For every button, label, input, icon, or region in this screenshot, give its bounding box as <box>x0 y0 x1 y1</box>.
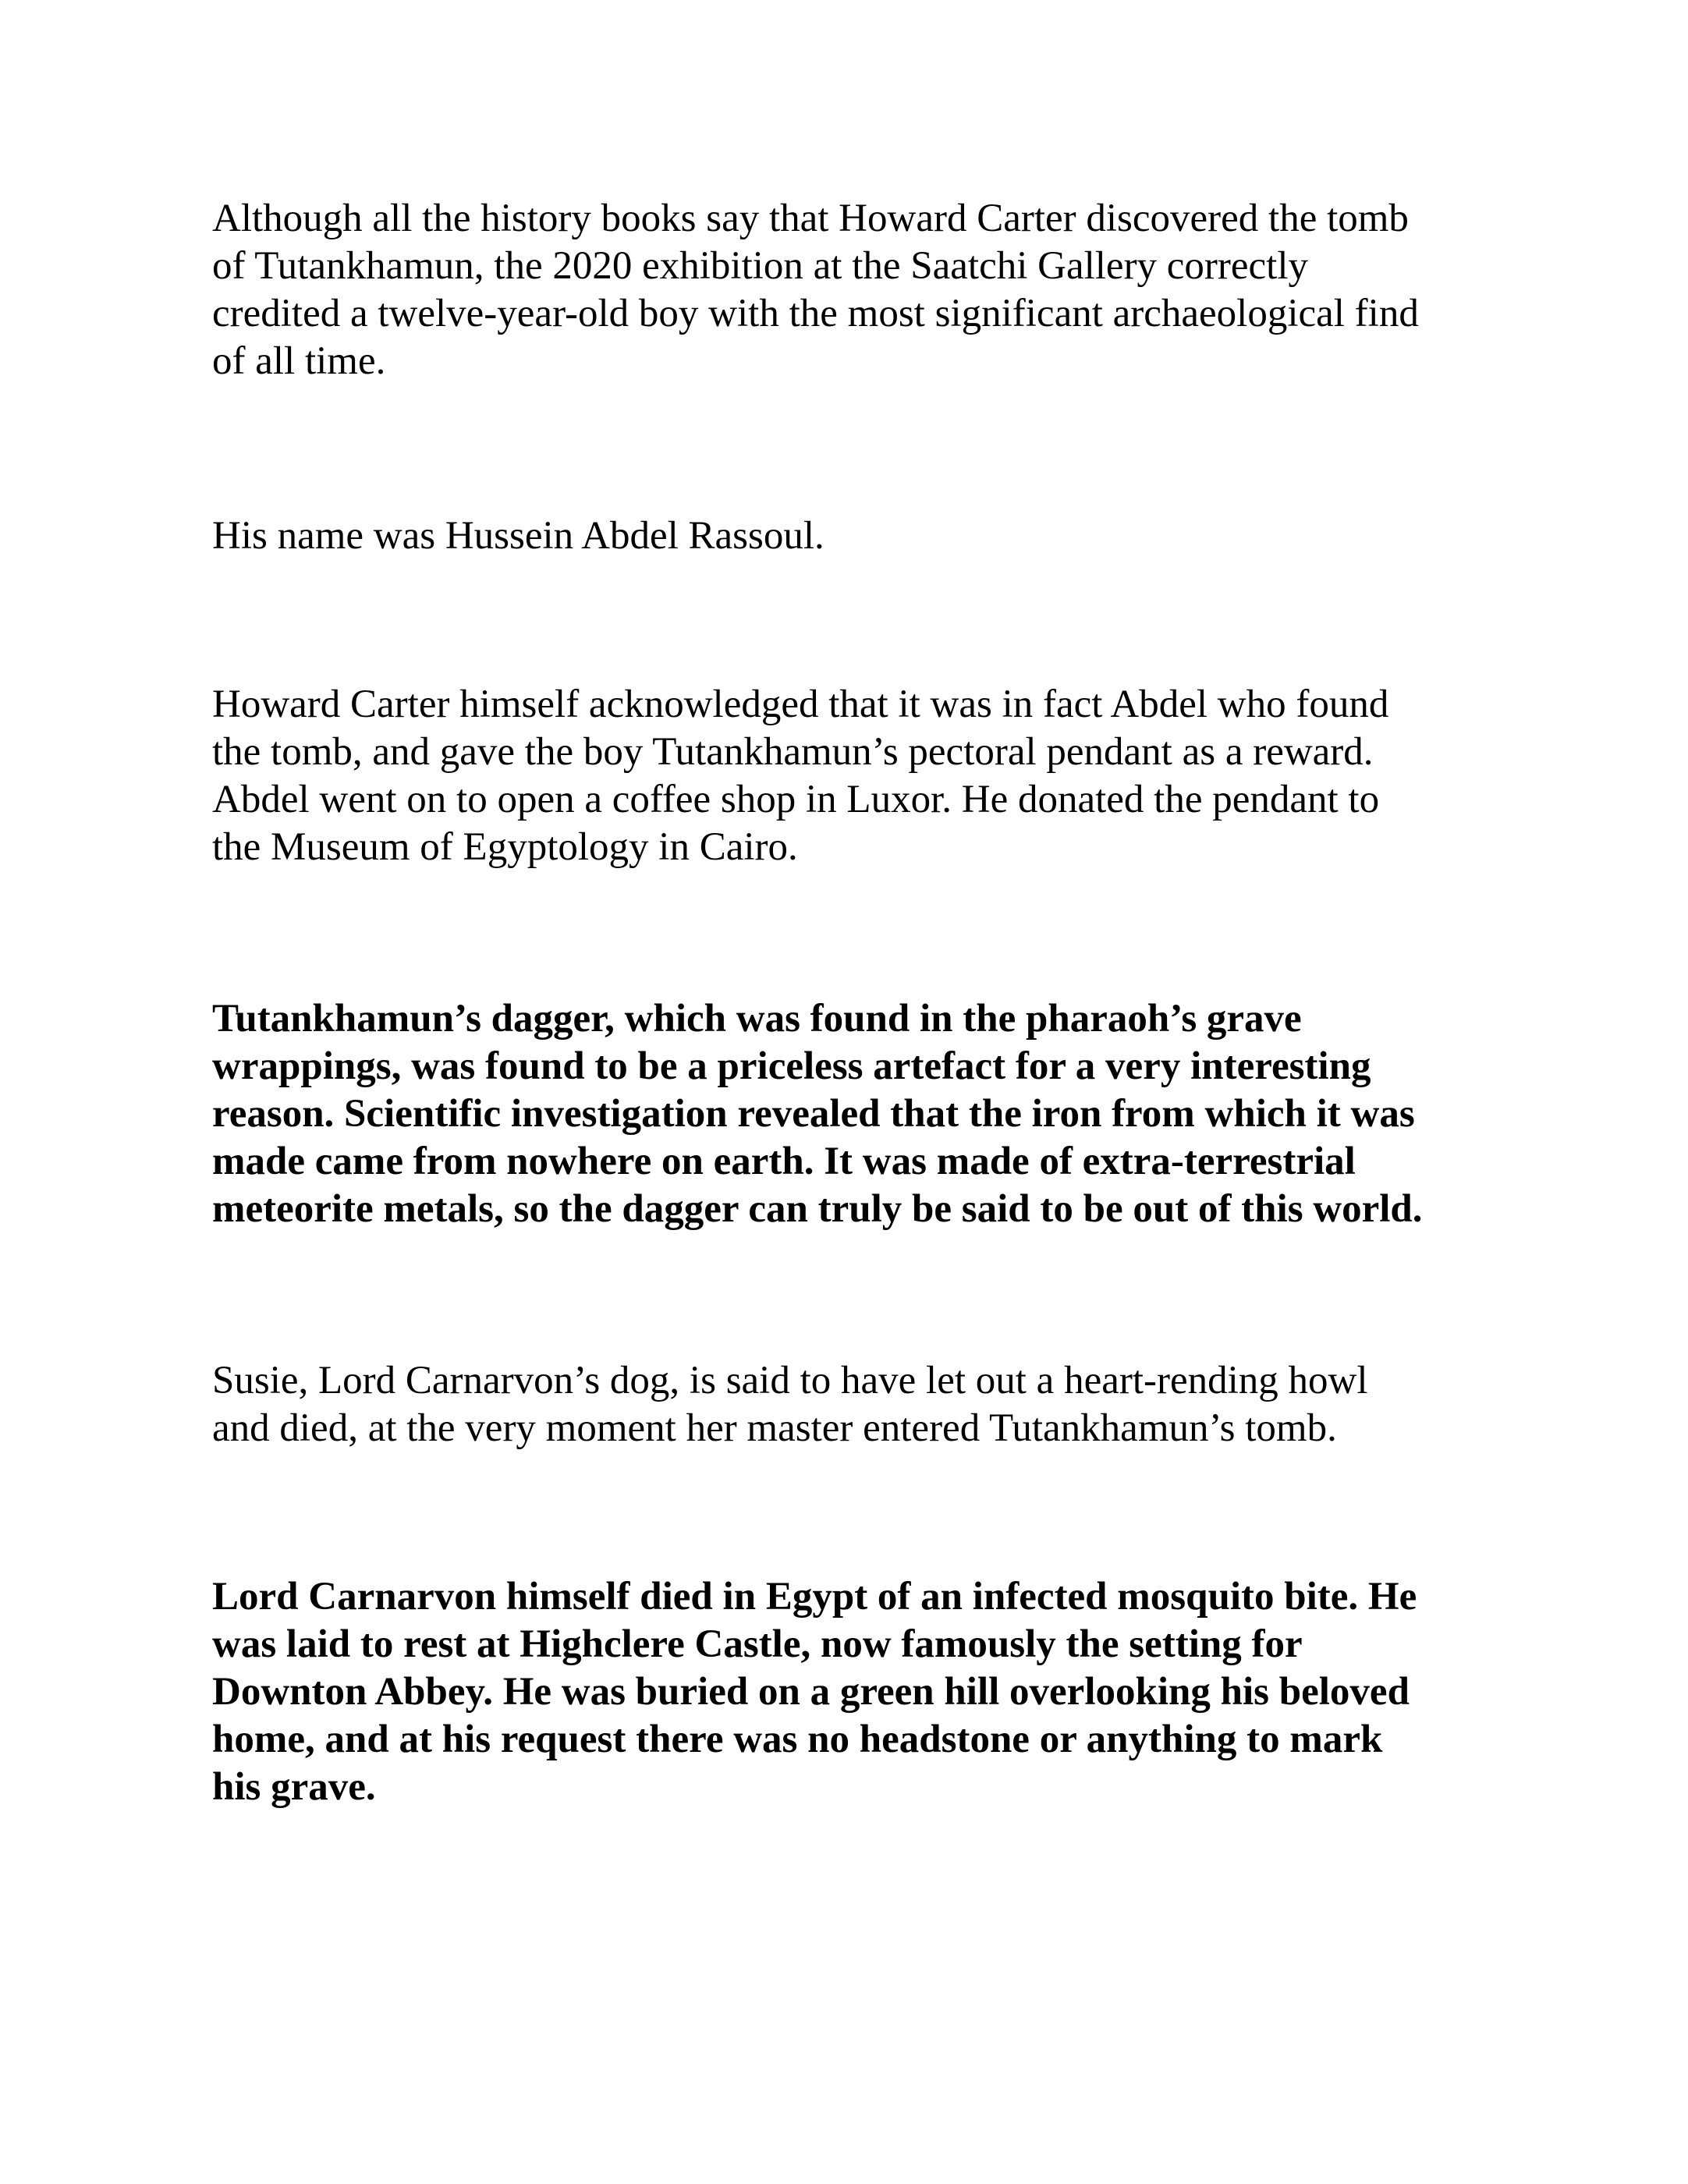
paragraph-carter-discovery: Although all the history books say that Howard Carter discovered the tomb of Tutankhamun, the 2020 exhibition at the Saatchi Gallery correctly credited a twelve-year-old boy with the most significant archaeological find of all time. <box>212 197 1419 383</box>
paragraph-hussein-name: His name was Hussein Abdel Rassoul. <box>212 514 824 558</box>
paragraph-meteorite-dagger: Tutankhamun’s dagger, which was found in the pharaoh’s grave wrappings, was found to be a priceless artefact for a very interesting reason. Scientific investigation revealed that the iron from which it was made came from nowhere on earth. It was made of extra-terrestrial meteorite metals, so the dagger can truly be said to be out of this world. <box>212 997 1423 1231</box>
paragraph-carnarvon-grave: Lord Carnarvon himself died in Egypt of an infected mosquito bite. He was laid to rest at Highclere Castle, now famously the setting for Downton Abbey. He was buried on a green hill overlooking his beloved home, and at his request there was no headstone or anything to mark his grave. <box>212 1575 1417 1809</box>
paragraph-susie-dog: Susie, Lord Carnarvon’s dog, is said to have let out a heart-rending howl and died, at the very moment her master entered Tutankhamun’s tomb. <box>212 1359 1368 1450</box>
paragraph-carter-acknowledged: Howard Carter himself acknowledged that it was in fact Abdel who found the tomb, and gave the boy Tutankhamun’s pectoral pendant as a reward. Abdel went on to open a coffee shop in Luxor. He donated the pendant to the Museum of Egyptology in Cairo. <box>212 682 1389 869</box>
